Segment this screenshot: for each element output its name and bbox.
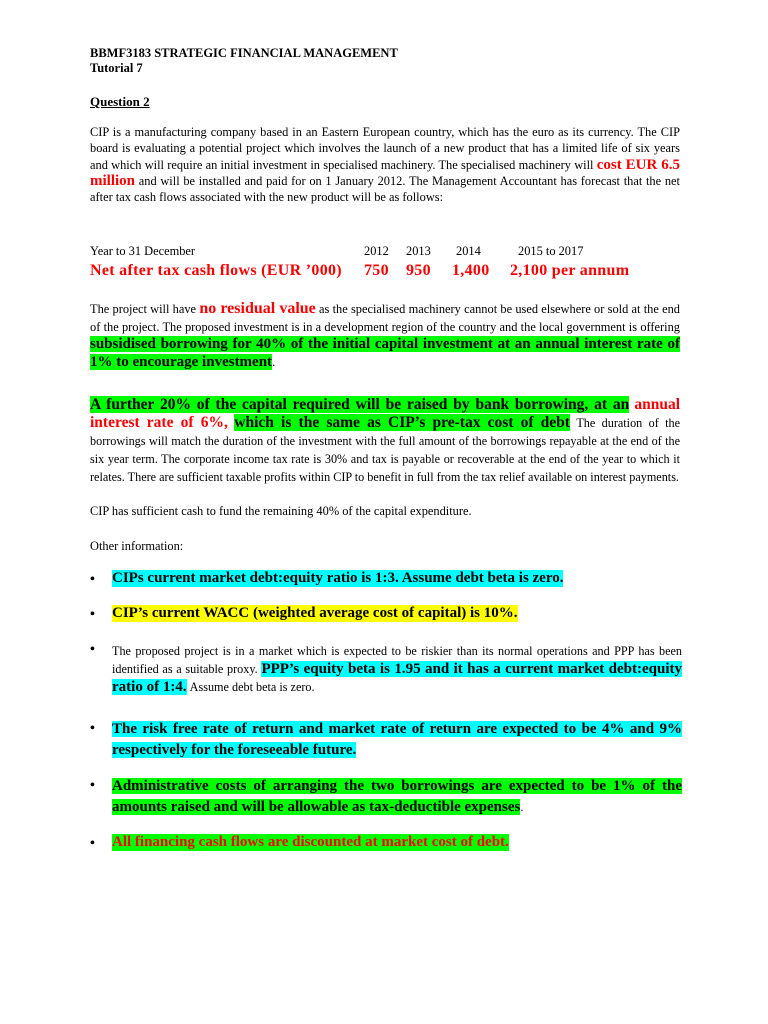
bullet-icon: • xyxy=(90,607,95,622)
bullet-item-wacc xyxy=(90,605,690,635)
discounting-highlight: All financing cash flows are discounted at market cost of debt. xyxy=(112,834,509,850)
other-info-heading: Other information: xyxy=(90,539,184,553)
residual-text: The project will have xyxy=(90,302,197,316)
bullet-icon: • xyxy=(90,642,95,657)
bullet-icon: • xyxy=(90,836,95,851)
bullet-item-debt-equity xyxy=(90,570,690,600)
intro-paragraph xyxy=(90,124,680,205)
residual-paragraph xyxy=(90,300,680,371)
residual-text-continued: as the specialised machinery cannot be used elsewhere or sold at the end of the project. The proposed investment is in a development region of the country and the local government is offering xyxy=(90,302,680,334)
wacc-text: CIP’s current WACC (weighted average cost of capital) is 10%. xyxy=(112,605,518,621)
remaining-funding: CIP has sufficient cash to fund the remaining 40% of the capital expenditure. xyxy=(90,504,472,518)
cash-flow-label: Net after tax cash flows (EUR ’000) xyxy=(90,262,342,279)
machine-cost: cost EUR 6.5 million xyxy=(90,156,680,189)
proxy-text-block xyxy=(112,642,682,696)
cash-flow-2012: 750 xyxy=(364,262,389,279)
bullet-icon: • xyxy=(90,572,95,587)
bullet-icon: • xyxy=(90,778,95,793)
residual-period: . xyxy=(272,354,276,369)
risk-free-rate-highlight: The risk free rate of return and market rate of return are expected to be 4% and 9% respectively for the foreseeable future. xyxy=(112,721,682,758)
bullet-item-proxy xyxy=(90,642,690,710)
question-title: Question 2 xyxy=(90,94,150,109)
year-row-label: Year to 31 December xyxy=(90,244,196,258)
proxy-debt-beta: Assume debt beta is zero. xyxy=(189,680,315,694)
bullet-item-discounting xyxy=(90,834,690,858)
rates-text-block xyxy=(112,719,682,761)
bank-borrowing-highlight: A further 20% of the capital required will be raised by bank borrowing, at an xyxy=(90,396,630,413)
bullet-icon: • xyxy=(90,721,95,736)
subsidised-borrowing-highlight: subsidised borrowing for 40% of the initial capital investment at an annual interest rate of 1% to encourage investment xyxy=(90,336,680,370)
bullet-item-admin-costs xyxy=(90,776,690,820)
year-2015-2017: 2015 to 2017 xyxy=(518,244,584,258)
admin-costs-text-block xyxy=(112,776,682,818)
bank-interest-rate: annual interest rate of 6%, xyxy=(90,396,680,431)
pretax-cost-debt-highlight: which is the same as CIP’s pre-tax cost of debt xyxy=(234,414,570,431)
admin-costs-period: . xyxy=(520,800,524,814)
cash-flow-2013: 950 xyxy=(406,262,431,279)
tutorial-label: Tutorial 7 xyxy=(90,61,143,75)
no-residual-value: no residual value xyxy=(199,300,316,317)
cash-flow-2015-2017: 2,100 per annum xyxy=(510,262,630,279)
admin-costs-highlight: Administrative costs of arranging the two borrowings are expected to be 1% of the amounts raised and will be allowable as tax-deductible expenses xyxy=(112,778,682,815)
bank-borrowing-details: The duration of the borrowings will match the duration of the investment with the full amount of the borrowings repayable at the end of the six year term. The corporate income tax rate is 30% and tax is payable or recoverable at the end of the year to which it relates. There are sufficient taxable profits within CIP to benefit in full from the tax relief available on interest payments. xyxy=(90,416,680,484)
intro-text-continued: and will be installed and paid for on 1 January 2012. The Management Accountant has forecast that the net after tax cash flows associated with the new product will be as follows: xyxy=(90,173,680,205)
ppp-beta-highlight: PPP’s equity beta is 1.95 and it has a current market debt:equity ratio of 1:4. xyxy=(112,661,682,695)
year-2013: 2013 xyxy=(406,244,431,258)
year-2012: 2012 xyxy=(364,244,389,258)
debt-equity-ratio-text: CIPs current market debt:equity ratio is 1:3. Assume debt beta is zero. xyxy=(112,570,564,586)
course-title: BBMF3183 STRATEGIC FINANCIAL MANAGEMENT xyxy=(90,46,398,60)
bank-borrowing-paragraph xyxy=(90,396,680,486)
year-2014: 2014 xyxy=(456,244,481,258)
cash-flow-2014: 1,400 xyxy=(452,262,490,279)
intro-text: CIP is a manufacturing company based in an Eastern European country, which has the euro as its currency. The CIP board is evaluating a potential project which involves the launch of a new product that has a limited life of six years and which will require an initial investment in specialised machinery. The specialised machinery will xyxy=(90,125,680,172)
bullet-item-rates xyxy=(90,719,690,763)
proxy-text: The proposed project is in a market which is expected to be riskier than its normal operations and PPP has been identified as a suitable proxy. xyxy=(112,644,682,676)
